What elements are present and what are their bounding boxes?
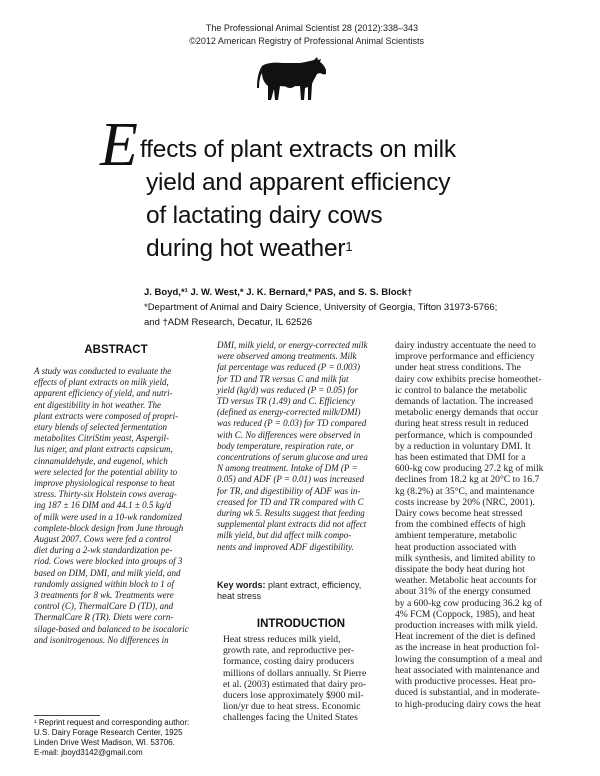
body-line: costs increase by 20% (NRC, 2001). [395, 496, 535, 508]
abstract-line: cinnamaldehyde, and eugenol, which [34, 455, 168, 466]
abstract-line: were observed among treatments. Milk [217, 351, 357, 362]
footnote-line: E-mail: jboyd3142@gmail.com [34, 748, 143, 757]
introduction-heading: INTRODUCTION [256, 618, 346, 630]
abstract-line: randomly assigned within block to 1 of [34, 578, 174, 589]
body-line: during heat stress result in reduced [395, 418, 529, 430]
footnote-line: ¹ Reprint request and corresponding author: [34, 718, 190, 727]
body-line: Dairy cows become heat stressed [395, 508, 523, 520]
abstract-line: ent digestibility in hot weather. The [34, 399, 161, 410]
journal-citation: The Professional Animal Scientist 28 (2012):338–343 [205, 23, 418, 33]
intro-line: formance, costing dairy producers [223, 656, 355, 668]
keywords-line-1: plant extract, efficiency, [268, 580, 362, 590]
keywords-label: Key words: [217, 580, 266, 590]
abstract-line: milk yield, but did affect milk compo- [217, 530, 352, 541]
body-line: as the increase in heat production fol- [395, 642, 540, 654]
body-line: 600-kg cow producing 27.2 kg of milk [395, 463, 544, 475]
abstract-line: were selected for the potential ability to [34, 466, 178, 477]
body-line: ic control to balance the metabolic [395, 384, 528, 396]
abstract-line: DMI, milk yield, or energy-corrected milk [217, 340, 368, 350]
abstract-line: concentrations of serum glucose and urea [217, 452, 368, 463]
abstract-line: during wk 5. Results suggest that feeding [217, 508, 365, 519]
intro-line: growth rate, and reproductive per- [223, 645, 355, 657]
footnote-line: U.S. Dairy Forage Research Center, 1925 [34, 728, 183, 737]
abstract-line: creased for TD and TR compared with C [217, 496, 364, 507]
body-line: heat production associated with [395, 541, 517, 553]
abstract-column-2 [217, 340, 385, 553]
abstract-line: body temperature, respiration rate, or [217, 440, 354, 451]
body-line: to high-producing dairy cows the heat [395, 698, 541, 710]
body-line: lowing the consumption of a meal and [395, 653, 543, 665]
cow-logo-icon [256, 56, 328, 102]
abstract-line: was reduced (P = 0.03) for TD compared [217, 418, 367, 429]
title-footnote-mark: 1 [345, 239, 353, 254]
intro-line: ducers lose approximately $900 mil- [223, 690, 364, 702]
body-line: ambient temperature, metabolic [395, 530, 517, 542]
title-line-2: yield and apparent efficiency [146, 169, 451, 196]
abstract-line: yield (kg/d) was reduced (P = 0.05) for [217, 384, 359, 395]
body-line: with productive processes. Heat pro- [395, 676, 536, 688]
abstract-line: silage-based and balanced to be isocaloric [34, 623, 189, 634]
intro-line: et al. (2003) estimated that dairy pro- [223, 678, 367, 690]
footnote-rule [34, 715, 100, 716]
body-line: about 31% of the energy consumed [395, 586, 531, 598]
title-drop-cap: E [100, 111, 138, 179]
body-line: performance, which is compounded [395, 429, 533, 441]
abstract-line: diet during a 2-wk standardization pe- [34, 545, 173, 556]
abstract-line: and isonitrogenous. No differences in [34, 634, 169, 645]
author-names: J. Boyd,*¹ J. W. West,* J. K. Bernard,* PAS, and S. S. Block† [144, 287, 413, 298]
body-line: has been estimated that DMI for a [395, 452, 526, 464]
affiliation-2: and †ADM Research, Decatur, IL 62526 [144, 317, 313, 328]
body-line: kg (8.2%) at 35°C, and maintenance [395, 485, 535, 497]
abstract-line: lus niger, and plant extracts capsicum, [34, 444, 173, 455]
abstract-column-1 [34, 340, 198, 646]
abstract-heading: ABSTRACT [84, 344, 148, 356]
abstract-line: ing 187 ± 16 DIM and 44.1 ± 0.5 kg/d [34, 500, 172, 511]
body-line: from the combined effects of high [395, 519, 526, 531]
body-line: under heat stress conditions. The [395, 362, 521, 374]
body-line: weather. Metabolic heat accounts for [395, 575, 537, 587]
body-column-3 [395, 340, 567, 710]
abstract-line: ThermalCare R (TR). Diets were corn- [34, 612, 174, 623]
abstract-line: supplemental plant extracts did not affect [217, 519, 367, 530]
abstract-line: A study was conducted to evaluate the [34, 366, 172, 376]
intro-line: challenges facing the United States [223, 712, 358, 724]
abstract-line: riod. Cows were blocked into groups of 3 [34, 556, 183, 567]
title-line-1: ffects of plant extracts on milk [140, 136, 456, 163]
abstract-line: 3 treatments for 8 wk. Treatments were [34, 590, 174, 601]
intro-line: Heat stress reduces milk yield, [223, 634, 341, 645]
body-line: production increases with milk yield. [395, 620, 538, 632]
abstract-line: with C. No differences were observed in [217, 429, 361, 440]
body-line: heat associated with maintenance and [395, 664, 540, 676]
abstract-line: improve physiological response to heat [34, 478, 175, 489]
intro-line: lion/yr due to heat stress. Economic [223, 701, 361, 713]
body-line: metabolic energy demands that occur [395, 407, 539, 419]
keywords [217, 580, 385, 602]
abstract-line: for TD and TR versus C and milk fat [217, 373, 349, 384]
abstract-line: apparent efficiency of yield, and nutri- [34, 388, 173, 399]
intro-line: millions of dollars annually. St Pierre [223, 667, 367, 679]
body-line: dissipate the body heat during hot [395, 564, 525, 576]
abstract-line: fat percentage was reduced (P = 0.003) [217, 362, 360, 373]
body-line: demands of lactation. The increased [395, 396, 534, 408]
body-line: Heat increment of the diet is defined [395, 631, 536, 643]
abstract-line: August 2007. Cows were fed a control [34, 534, 172, 545]
abstract-line: plant extracts were composed of propri- [34, 410, 179, 421]
footnote-line: Linden Drive West Madison, WI. 53706. [34, 738, 175, 747]
body-line: milk synthesis, and limited ability to [395, 552, 536, 564]
abstract-line: stress. Thirty-six Holstein cows averag- [34, 489, 177, 500]
body-line: by a reduction in voluntary DMI. It [395, 440, 531, 452]
body-line: improve performance and efficiency [395, 351, 535, 363]
title-line-4: during hot weather$^1$ [146, 235, 353, 262]
abstract-line: N among treatment. Intake of DM (P = [217, 463, 358, 474]
body-line: dairy cow exhibits precise homeothet- [395, 373, 542, 385]
body-line: dairy industry accentuate the need to [395, 340, 536, 351]
body-line: duced is substantial, and in moderate- [395, 687, 540, 699]
abstract-line: TD versus TR (1.49) and C. Efficiency [217, 396, 355, 407]
body-line: 4% FCM (Coppock, 1985), and heat [395, 608, 535, 620]
author-block [144, 285, 497, 330]
abstract-line: nents and improved ADF digestibility. [217, 541, 354, 552]
affiliation-1: *Department of Animal and Dairy Science, University of Georgia, Tifton 31973-5766; [144, 302, 498, 313]
abstract-line: control (C), ThermalCare D (TD), and [34, 601, 174, 612]
body-line: by a 600-kg cow producing 36.2 kg of [395, 597, 543, 609]
abstract-line: of milk were used in a 10-wk randomized [34, 511, 182, 522]
title-line-3: of lactating dairy cows [146, 202, 383, 229]
abstract-line: (defined as energy-corrected milk/DMI) [217, 407, 361, 418]
abstract-line: for TR, and digestibility of ADF was in- [217, 485, 361, 496]
keywords-line-2: heat stress [217, 591, 262, 602]
abstract-line: etary blends of selected fermentation [34, 422, 167, 433]
body-line: declines from 18.2 kg at 20°C to 16.7 [395, 474, 540, 486]
footnote [34, 718, 204, 758]
abstract-line: 0.05) and ADF (P = 0.01) was increased [217, 474, 365, 485]
introduction-body [223, 634, 385, 724]
copyright-notice: ©2012 American Registry of Professional Animal Scientists [189, 36, 424, 46]
abstract-line: based on DIM, DMI, and milk yield, and [34, 567, 181, 578]
abstract-line: effects of plant extracts on milk yield, [34, 377, 169, 388]
abstract-line: metabolites CitriStim yeast, Aspergil- [34, 433, 169, 444]
abstract-line: complete-block design from June through [34, 522, 184, 533]
